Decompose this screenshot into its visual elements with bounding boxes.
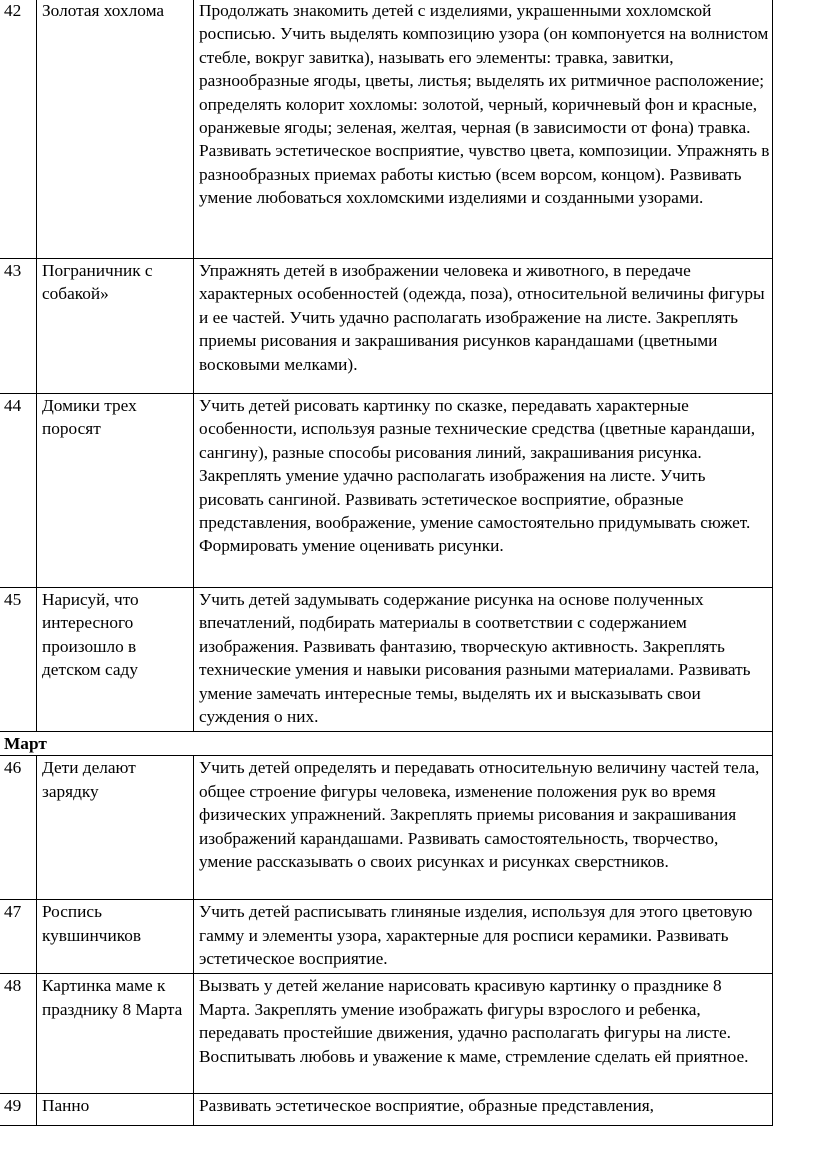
lesson-description: Вызвать у детей желание нарисовать красивую картинку о празднике 8 Марта. Закреплять умение изображать фигуры взрослого и ребенка, передавать простейшие движения, удачно располагать фигуры на листе. Воспитывать любовь и уважение к маме, стремление сделать ей приятное. [194,974,773,1094]
lesson-topic: Картинка маме к празднику 8 Марта [37,974,194,1094]
month-heading: Март [0,732,773,756]
table-row [0,394,773,588]
lesson-topic: Панно [37,1094,194,1126]
table-row [0,974,773,1094]
lesson-number: 47 [0,900,37,974]
table-row [0,900,773,974]
lesson-topic: Роспись кувшинчиков [37,900,194,974]
table-row [0,588,773,732]
table-row [0,756,773,900]
lesson-topic: Дети делают зарядку [37,756,194,900]
lesson-topic: Домики трех поросят [37,394,194,588]
month-row [0,732,773,756]
lesson-description: Учить детей рисовать картинку по сказке, передавать характерные особенности, используя разные технические средства (цветные карандаши, сангину), разные способы рисования линий, закрашивания рисунка. Закреплять умение удачно располагать изображения на листе. Учить рисовать сангиной. Развивать эстетическое восприятие, образные представления, воображение, умение самостоятельно придумывать сюжет. Формировать умение оценивать рисунки. [194,394,773,588]
lesson-description: Продолжать знакомить детей с изделиями, украшенными хохломской росписью. Учить выделять композицию узора (он компонуется на волнистом стебле, вокруг завитка), называть его элементы: травка, завитки, разнообразные ягоды, цветы, листья; выделять их ритмичное расположение; определять колорит хохломы: золотой, черный, коричневый фон и красные, оранжевые ягоды; зеленая, желтая, черная (в зависимости от фона) травка. Развивать эстетическое восприятие, чувство цвета, композиции. Упражнять в разнообразных приемах работы кистью (всем ворсом, концом). Развивать умение любоваться хохломскими изделиями и созданными узорами. [194,0,773,259]
table-row [0,1094,773,1126]
lesson-number: 44 [0,394,37,588]
lesson-number: 42 [0,0,37,259]
lesson-topic: Пограничник с собакой» [37,259,194,394]
lesson-description: Учить детей расписывать глиняные изделия, используя для этого цветовую гамму и элементы узора, характерные для росписи керамики. Развивать эстетическое восприятие. [194,900,773,974]
lesson-number: 46 [0,756,37,900]
lesson-description: Учить детей задумывать содержание рисунка на основе полученных впечатлений, подбирать материалы в соответствии с содержанием изображения. Развивать фантазию, творческую активность. Закреплять технические умения и навыки рисования разными материалами. Развивать умение замечать интересные темы, выделять их и высказывать свои суждения о них. [194,588,773,732]
table-row [0,0,773,259]
lesson-description: Упражнять детей в изображении человека и животного, в передаче характерных особенностей (одежда, поза), относительной величины фигуры и ее частей. Учить удачно располагать изображение на листе. Закреплять приемы рисования и закрашивания рисунков карандашами (цветными восковыми мелками). [194,259,773,394]
lesson-number: 45 [0,588,37,732]
lesson-number: 43 [0,259,37,394]
lesson-description: Развивать эстетическое восприятие, образные представления, [194,1094,773,1126]
lesson-number: 49 [0,1094,37,1126]
table-row [0,259,773,394]
lesson-number: 48 [0,974,37,1094]
lesson-description: Учить детей определять и передавать относительную величину частей тела, общее строение фигуры человека, изменение положения рук во время физических упражнений. Закреплять приемы рисования и закрашивания изображений карандашами. Развивать самостоятельность, творчество, умение рассказывать о своих рисунках и рисунках сверстников. [194,756,773,900]
lesson-topic: Нарисуй, что интересного произошло в детском саду [37,588,194,732]
lesson-topic: Золотая хохлома [37,0,194,259]
